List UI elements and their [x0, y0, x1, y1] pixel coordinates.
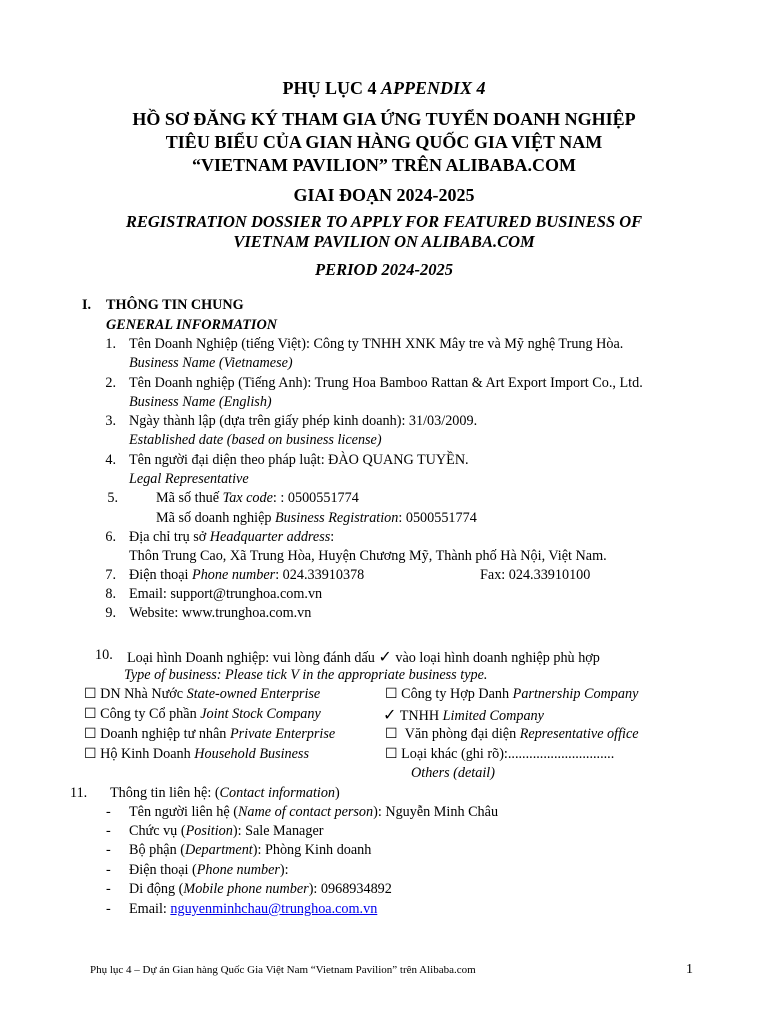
item-number: 6. [105, 529, 116, 545]
business-type-instruction-en: Type of business: Please tick V in the appropriate business type. [124, 667, 488, 683]
option-state-owned[interactable] [84, 686, 320, 703]
fax-number: Fax: 024.33910100 [480, 567, 591, 583]
hq-label-en: Headquarter address [209, 529, 331, 545]
contact-heading-vi: Thông tin liên hệ: ( [110, 785, 220, 801]
option-joint-stock[interactable] [84, 706, 321, 723]
item-number: 2. [105, 375, 116, 391]
check-mark-icon: ✓ [378, 647, 392, 666]
position-value: ): Sale Manager [232, 823, 324, 839]
department-value: ): Phòng Kinh doanh [252, 842, 372, 858]
contact-phone-label-en: Phone number [196, 862, 280, 878]
checkbox-icon[interactable]: ☐ [84, 726, 97, 742]
item-number: 8. [105, 586, 116, 602]
business-name-vi: Tên Doanh Nghiệp (tiếng Việt): Công ty TNHH XNK Mây tre và Mỹ nghệ Trung Hòa. [129, 336, 624, 352]
business-name-en-en: Business Name (English) [129, 394, 272, 410]
registration-label: Mã số doanh nghiệp [156, 510, 276, 526]
option-private-enterprise[interactable] [84, 726, 335, 743]
hq-label-vi: Địa chỉ trụ sở [129, 529, 210, 545]
contact-phone-label: Điện thoại ( [129, 862, 197, 878]
title-en-line2: VIETNAM PAVILION ON ALIBABA.COM [233, 232, 535, 251]
title-vi-line1: HỒ SƠ ĐĂNG KÝ THAM GIA ỨNG TUYỂN DOANH NGHIỆP [132, 109, 636, 129]
checkbox-icon[interactable]: ☐ [385, 746, 398, 762]
legal-representative: Tên người đại diện theo pháp luật: ĐÀO QUANG TUYỀN. [129, 452, 469, 468]
item-number: 7. [105, 567, 116, 583]
company-website: Website: www.trunghoa.com.vn [129, 605, 312, 621]
registration-label-en: Business Registration [275, 510, 399, 526]
contact-email-link[interactable]: nguyenminhchau@trunghoa.com.vn [170, 901, 378, 917]
option-label-en: State-owned Enterprise [186, 686, 321, 702]
item-number: 3. [105, 413, 116, 429]
contact-mobile [129, 881, 392, 898]
contact-heading-en: Contact information [219, 785, 336, 801]
mobile-value: ): 0968934892 [308, 881, 392, 897]
business-registration [156, 510, 477, 527]
period-en: PERIOD 2024-2025 [315, 260, 453, 279]
headquarter-address-label [129, 529, 334, 546]
page-number: 1 [686, 962, 693, 977]
option-other-en: Others (detail) [411, 765, 495, 781]
contact-name-value: ): Nguyễn Minh Châu [373, 804, 499, 820]
appendix-title [0, 78, 768, 99]
option-label-vi: Doanh nghiệp tư nhân [100, 726, 230, 742]
tax-code-value: : : 0500551774 [272, 490, 359, 506]
mobile-label-en: Mobile phone number [183, 881, 309, 897]
option-label-vi: Hộ Kinh Doanh [100, 746, 195, 762]
item-number: 5. [107, 490, 118, 506]
registration-value: : 0500551774 [398, 510, 477, 526]
checkbox-icon[interactable]: ☐ [84, 686, 97, 702]
period-vi: GIAI ĐOẠN 2024-2025 [293, 185, 475, 205]
phone-label: Điện thoại [129, 567, 193, 583]
option-partnership[interactable] [385, 686, 638, 703]
option-label-en: Joint Stock Company [200, 706, 321, 722]
business-type-label-b: vào loại hình doanh nghiệp phù hợp [395, 650, 600, 666]
option-label-en: Partnership Company [512, 686, 639, 702]
page-footer: Phụ lục 4 – Dự án Gian hàng Quốc Gia Việt Nam “Vietnam Pavilion” trên Alibaba.com [90, 964, 476, 976]
section-heading-vi: THÔNG TIN CHUNG [106, 297, 244, 313]
check-mark-icon[interactable]: ✓ [383, 705, 397, 724]
bullet-dash: - [106, 901, 111, 917]
established-date-en: Established date (based on business license) [129, 432, 382, 448]
company-email: Email: support@trunghoa.com.vn [129, 586, 323, 602]
bullet-dash: - [106, 842, 111, 858]
appendix-en: APPENDIX 4 [380, 78, 486, 98]
section-numeral: I. [82, 297, 92, 313]
option-label-en: Household Business [194, 746, 309, 762]
bullet-dash: - [106, 804, 111, 820]
contact-department [129, 842, 371, 859]
item-number: 1. [105, 336, 116, 352]
contact-position [129, 823, 323, 840]
option-label-vi: DN Nhà Nước [100, 686, 187, 702]
department-label-en: Department [184, 842, 253, 858]
checkbox-icon[interactable]: ☐ [84, 706, 97, 722]
item-number: 11. [70, 785, 88, 801]
business-type-instruction [127, 647, 600, 667]
tax-code-label-en: Tax code [222, 490, 273, 506]
option-label-vi: Công ty Cổ phần [100, 706, 201, 722]
checkbox-icon[interactable]: ☐ [385, 726, 398, 742]
business-type-label-a: Loại hình Doanh nghiệp: vui lòng đánh dấu [127, 650, 375, 666]
headquarter-address-value: Thôn Trung Cao, Xã Trung Hòa, Huyện Chương Mỹ, Thành phố Hà Nội, Việt Nam. [129, 548, 607, 564]
option-label-en: Limited Company [442, 708, 544, 724]
mobile-label: Di động ( [129, 881, 184, 897]
hq-colon: : [330, 529, 335, 545]
contact-name [129, 804, 498, 821]
position-label-en: Position [185, 823, 233, 839]
appendix-vi: PHỤ LỤC 4 [282, 78, 377, 98]
option-label-en: Private Enterprise [229, 726, 336, 742]
phone-value: : 024.33910378 [275, 567, 365, 583]
contact-email [129, 901, 377, 918]
established-date: Ngày thành lập (dựa trên giấy phép kinh doanh): 31/03/2009. [129, 413, 478, 429]
item-number: 10. [95, 647, 113, 663]
option-label-en: Representative office [519, 726, 639, 742]
contact-heading [110, 785, 340, 802]
item-number: 4. [105, 452, 116, 468]
phone-label-en: Phone number [192, 567, 276, 583]
section-heading-en: GENERAL INFORMATION [106, 317, 277, 333]
option-other[interactable] [385, 746, 614, 763]
department-label: Bộ phận ( [129, 842, 185, 858]
option-representative-office[interactable] [385, 726, 639, 743]
checkbox-icon[interactable]: ☐ [385, 686, 398, 702]
contact-name-label: Tên người liên hệ ( [129, 804, 238, 820]
contact-phone-value: ): [279, 862, 289, 878]
contact-email-label: Email: [129, 901, 171, 917]
business-name-vi-en: Business Name (Vietnamese) [129, 355, 293, 371]
tax-code-label: Mã số thuế [156, 490, 223, 506]
title-en-line1: REGISTRATION DOSSIER TO APPLY FOR FEATURED BUSINESS OF [125, 212, 643, 231]
contact-phone [129, 862, 289, 879]
bullet-dash: - [106, 881, 111, 897]
phone-number [129, 567, 364, 584]
position-label: Chức vụ ( [129, 823, 186, 839]
item-number: 9. [105, 605, 116, 621]
title-vi-line2: TIÊU BIỂU CỦA GIAN HÀNG QUỐC GIA VIỆT NAM [165, 132, 603, 152]
tax-code [156, 490, 359, 507]
option-household-business[interactable] [84, 746, 309, 763]
option-label-vi: Loại khác (ghi rõ):.............................. [401, 746, 615, 762]
option-label-vi: TNHH [399, 708, 443, 724]
contact-heading-close: ) [335, 785, 340, 801]
bullet-dash: - [106, 823, 111, 839]
option-limited-company[interactable] [383, 705, 544, 725]
contact-name-label-en: Name of contact person [237, 804, 374, 820]
checkbox-icon[interactable]: ☐ [84, 746, 97, 762]
option-label-vi: Văn phòng đại diện [404, 726, 520, 742]
title-vi-line3: “VIETNAM PAVILION” TRÊN ALIBABA.COM [191, 155, 577, 175]
bullet-dash: - [106, 862, 111, 878]
business-name-en: Tên Doanh nghiệp (Tiếng Anh): Trung Hoa Bamboo Rattan & Art Export Import Co., Ltd. [129, 375, 643, 391]
legal-representative-en: Legal Representative [129, 471, 249, 487]
option-label-vi: Công ty Hợp Danh [401, 686, 513, 702]
